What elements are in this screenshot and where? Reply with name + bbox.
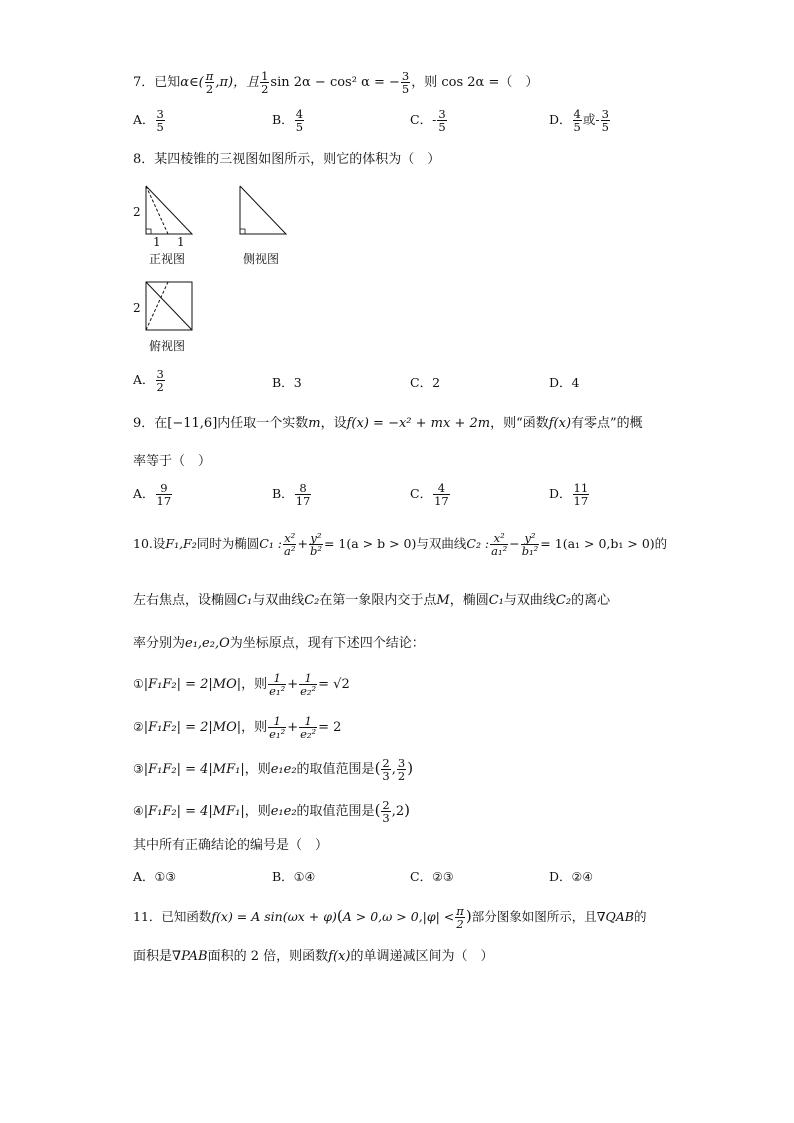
- statement-then: ，则: [241, 677, 268, 693]
- option-letter: B．: [272, 375, 294, 390]
- statement-mark: ③: [133, 762, 144, 777]
- top-view-diagonal: [146, 282, 192, 330]
- q10-statement-3: ③|F₁F₂| = 4|MF₁|，则e₁e₂的取值范围是( $\frac{2}{3}$ , $\frac{3}{2}$ ): [133, 756, 414, 784]
- question-11-line-2: [133, 950, 493, 963]
- option-num: 4: [295, 107, 304, 121]
- q10-l2-c: 在第一象限内交于点: [319, 593, 437, 608]
- q11-text-a: 11．已知函数: [133, 909, 212, 925]
- frac-den: e₁²: [269, 727, 286, 742]
- statement-mark: ②: [133, 720, 144, 735]
- range-lo-num: 2: [382, 798, 390, 812]
- option-value: 2: [432, 375, 441, 390]
- range-hi-num: 3: [397, 756, 406, 770]
- q10-l3-a: 率分别为: [133, 636, 186, 651]
- option-den: 5: [156, 120, 164, 135]
- q11-text-c: 的: [633, 909, 647, 925]
- q7-number: 7．已知: [133, 75, 181, 91]
- q8-option-a[interactable]: [133, 368, 166, 393]
- q9-interval: [−11,6]: [167, 416, 218, 431]
- statement-mark: ④: [133, 804, 144, 819]
- statement-range-text: 的取值范围是: [296, 804, 375, 820]
- option-num: 8: [295, 482, 312, 495]
- option-den: 17: [434, 494, 449, 509]
- option-value: ①③: [154, 870, 177, 884]
- q7-rhs-d: 5: [401, 82, 410, 97]
- q9-text-e: 有零点”的概: [571, 416, 643, 431]
- option-prefix: -: [432, 112, 437, 128]
- q7-option-a[interactable]: [133, 108, 166, 133]
- statement-cond: |F₁F₂| = 2|MO|: [143, 720, 242, 736]
- q10-ellipse-y-num: y²: [310, 531, 322, 545]
- q9-text-c: ，设: [320, 416, 347, 431]
- question-11-line-1: 11．已知函数f(x) = A sin(ωx + φ)(A > 0,ω > 0,|φ| < $\frac{\pi}{2}$ )部分图象如图所示，且∇QAB的: [133, 904, 647, 932]
- option-letter: A．: [133, 486, 155, 502]
- q10-l2-b: 与双曲线: [252, 593, 305, 608]
- q7-expr: sin 2α − cos² α = −: [270, 75, 400, 91]
- q11-function: f(x) = A sin(ωx + φ): [211, 909, 337, 925]
- q7-half-n: 1: [261, 69, 269, 83]
- front-view-outline: [146, 186, 192, 234]
- option-value: 4: [571, 375, 580, 390]
- q7-rhs-n: 3: [401, 69, 410, 83]
- option-den-2: 5: [601, 120, 609, 135]
- q10-option-b[interactable]: [272, 871, 315, 884]
- front-view-right-angle: [146, 229, 151, 234]
- option-value: ②③: [432, 870, 454, 884]
- option-letter: A．: [133, 112, 155, 128]
- q9-option-c[interactable]: [410, 482, 451, 507]
- option-value: ①④: [293, 870, 316, 884]
- statement-cond: |F₁F₂| = 4|MF₁|: [143, 762, 245, 778]
- q7-tail: ，则 cos 2α =（ ）: [411, 75, 539, 91]
- option-letter: D．: [549, 375, 572, 390]
- front-view-height-label: 2: [133, 205, 141, 219]
- q9-option-b[interactable]: [272, 482, 312, 507]
- option-num: 3: [438, 107, 446, 121]
- q10-ellipse-x-num: x²: [284, 531, 296, 545]
- option-value: ②④: [571, 870, 594, 884]
- frac-num: 1: [268, 672, 286, 685]
- front-view-hidden-edge: [146, 186, 168, 234]
- option-den: 5: [573, 120, 581, 135]
- question-10-line-1: [133, 532, 667, 557]
- q10-option-a[interactable]: [133, 871, 176, 884]
- q10-ellipse-cond: = 1(a > b > 0): [323, 536, 417, 552]
- q9-function: f(x) = −x² + mx + 2m: [346, 416, 491, 431]
- q10-statement-4: ④|F₁F₂| = 4|MF₁|，则e₁e₂的取值范围是( $\frac{2}{3}$ ,2): [133, 798, 411, 826]
- option-den: 17: [573, 494, 589, 509]
- range-hi: 2: [395, 804, 405, 820]
- option-den: 17: [295, 494, 311, 509]
- q10-text-d: 的: [654, 536, 668, 552]
- q10-foci: F₁,F₂: [165, 536, 197, 552]
- option-value: 3: [293, 375, 302, 390]
- statement-then: ，则: [244, 762, 271, 778]
- side-view-right-angle: [240, 229, 245, 234]
- q10-l3-b: 为坐标原点，现有下述四个结论：: [229, 636, 425, 651]
- front-view-base-label-left: 1: [153, 235, 161, 249]
- statement-cond: |F₁F₂| = 2|MO|: [143, 677, 242, 693]
- q10-l2-a: 左右焦点，设椭圆: [133, 593, 238, 608]
- q10-option-c[interactable]: [410, 871, 454, 884]
- q10-hyperbola-name: C₂ :: [466, 536, 490, 552]
- statement-mark: ①: [133, 677, 144, 692]
- statement-e: e₁e₂: [270, 762, 297, 778]
- front-view-base-label-right: 1: [177, 235, 185, 249]
- statement-cond: |F₁F₂| = 4|MF₁|: [143, 804, 245, 820]
- front-view-figure: [140, 180, 200, 240]
- top-view-figure: [140, 278, 200, 336]
- range-hi-den: 2: [397, 769, 406, 784]
- q10-statement-1: ①|F₁F₂| = 2|MO|，则 $\frac{1}{\text{e₁²}}$ + $\frac{1}{\text{e₂²}}$ = √2: [133, 671, 350, 699]
- q8-option-b[interactable]: [272, 377, 302, 390]
- q10-l2-c1b: C₁: [488, 593, 504, 608]
- option-num: 3: [156, 367, 164, 381]
- side-view-figure: [234, 180, 294, 240]
- statement-then: ，则: [241, 720, 268, 736]
- option-num: 3: [156, 107, 164, 121]
- q10-l2-e: 与双曲线: [503, 593, 556, 608]
- option-letter: B．: [272, 112, 294, 128]
- frac-den: e₂²: [300, 727, 317, 742]
- q9-text-a: 9．在: [133, 416, 168, 431]
- question-10-line-2: [133, 594, 610, 607]
- q10-hyperbola-x-num: x²: [490, 532, 508, 545]
- q11-l2-b: 面积的 2 倍，则函数: [207, 949, 329, 964]
- option-letter: B．: [272, 869, 294, 884]
- q11-l2-a: 面积是: [133, 949, 173, 964]
- question-10-line-3: [133, 637, 425, 650]
- q10-minus: −: [509, 536, 520, 552]
- q9-text-b: 内任取一个实数: [217, 416, 309, 431]
- option-letter: D．: [549, 486, 572, 502]
- q11-triangle-qab: ∇QAB: [596, 909, 634, 925]
- q11-l2-c: 的单调递减区间为（ ）: [350, 949, 494, 964]
- option-den: 5: [295, 120, 304, 135]
- top-view-side-label: 2: [133, 301, 141, 315]
- q7-alpha-end: ,π)，且: [215, 75, 260, 91]
- option-letter: D．: [549, 869, 572, 884]
- q11-cond: A > 0,ω > 0,|φ| <: [342, 909, 455, 925]
- q10-hyperbola-x-den: a₁²: [491, 544, 508, 559]
- q11-triangle-pab: ∇PAB: [172, 949, 208, 964]
- q7-two: 2: [205, 82, 214, 97]
- q7-option-d[interactable]: [549, 108, 611, 133]
- q10-option-d[interactable]: [549, 871, 593, 884]
- option-letter: C．: [410, 375, 433, 390]
- option-letter: C．: [410, 869, 433, 884]
- q7-alpha-in: α∈(: [180, 75, 204, 91]
- option-den: 2: [156, 380, 164, 395]
- option-den: 17: [156, 494, 172, 509]
- question-9-line-1: [133, 417, 643, 430]
- q10-hyperbola-cond: = 1(a₁ > 0,b₁ > 0): [540, 536, 655, 552]
- question-7-stem: [133, 70, 538, 95]
- q10-statement-2: ②|F₁F₂| = 2|MO|，则 $\frac{1}{\text{e₁²}}$ + $\frac{1}{\text{e₂²}}$ = 2: [133, 714, 342, 742]
- q7-option-c[interactable]: [410, 108, 448, 133]
- q10-plus: +: [297, 536, 308, 552]
- option-num: 9: [156, 482, 173, 495]
- option-den: 5: [438, 120, 446, 135]
- side-view-outline: [240, 186, 286, 234]
- option-letter: C．: [410, 486, 433, 502]
- question-8-stem: 8．某四棱锥的三视图如图所示，则它的体积为（ ）: [133, 152, 441, 167]
- q11-text-b: 部分图象如图所示，且: [471, 909, 597, 925]
- q7-half: [260, 70, 269, 95]
- q10-text-c: 与双曲线: [416, 536, 467, 552]
- frac-num: 1: [268, 715, 286, 728]
- option-num-2: 3: [601, 107, 609, 121]
- top-view-caption: 俯视图: [149, 339, 186, 353]
- q9-m: m: [308, 416, 321, 431]
- frac-den: e₂²: [300, 684, 317, 699]
- range-lo-den: 3: [382, 769, 390, 784]
- q9-option-a[interactable]: [133, 482, 173, 507]
- option-num: 4: [573, 107, 581, 121]
- q10-ellipse-name: C₁ :: [259, 536, 283, 552]
- q8-option-d[interactable]: [549, 377, 579, 390]
- option-letter: A．: [133, 372, 155, 388]
- q10-l2-c2b: C₂: [555, 593, 572, 608]
- option-letter: B．: [272, 486, 294, 502]
- q7-option-b[interactable]: [272, 108, 305, 133]
- q10-text-a: 10.设: [133, 536, 166, 552]
- q10-question: 其中所有正确结论的编号是（ ）: [133, 838, 329, 853]
- q7-half-d: 2: [261, 82, 269, 97]
- option-num: 11: [573, 481, 589, 495]
- q7-pi-over-2: [205, 70, 215, 95]
- q10-ellipse-y-den: b²: [309, 544, 322, 559]
- option-letter: C．: [410, 112, 433, 128]
- q10-text-b: 同时为椭圆: [196, 536, 260, 552]
- side-view-caption: 侧视图: [243, 252, 280, 266]
- statement-result: = √2: [318, 677, 350, 693]
- q10-hyperbola-y-num: y²: [521, 532, 540, 545]
- statement-result: = 2: [318, 720, 342, 736]
- frac-num: 1: [299, 715, 317, 728]
- q11-pi: π: [456, 904, 464, 918]
- q11-two: 2: [456, 917, 464, 932]
- statement-range-text: 的取值范围是: [296, 762, 375, 778]
- q10-l2-c2: C₂: [304, 593, 320, 608]
- top-view-hidden-edge: [146, 282, 168, 330]
- q10-l2-d: ，椭圆: [449, 593, 489, 608]
- statement-then: ，则: [244, 804, 271, 820]
- q9-function-ref: f(x): [548, 416, 572, 431]
- q9-option-d[interactable]: [549, 482, 590, 507]
- q7-rhs: [401, 70, 410, 95]
- question-9-line-2: 率等于（ ）: [133, 454, 212, 469]
- frac-num: 1: [299, 672, 317, 685]
- q10-l2-f: 的离心: [571, 593, 611, 608]
- range-lo-num: 2: [382, 756, 390, 770]
- option-num: 4: [433, 482, 450, 495]
- q10-l2-c1: C₁: [237, 593, 253, 608]
- range-lo-den: 3: [382, 811, 390, 826]
- option-letter: D．: [549, 112, 572, 128]
- q10-l3-e: e₁,e₂,O: [185, 636, 230, 651]
- q9-text-d: ，则“函数: [490, 416, 549, 431]
- q7-pi: π: [205, 69, 214, 83]
- statement-e: e₁e₂: [270, 804, 297, 820]
- q10-ellipse-x-den: a²: [284, 544, 296, 559]
- q10-hyperbola-y-den: b₁²: [521, 544, 539, 559]
- frac-den: e₁²: [269, 684, 286, 699]
- option-mid: 或-: [582, 112, 600, 128]
- q11-function-ref: f(x): [328, 949, 351, 964]
- front-view-caption: 正视图: [149, 252, 186, 266]
- option-letter: A．: [133, 869, 155, 884]
- q8-option-c[interactable]: [410, 377, 440, 390]
- q10-l2-m: M: [436, 593, 450, 608]
